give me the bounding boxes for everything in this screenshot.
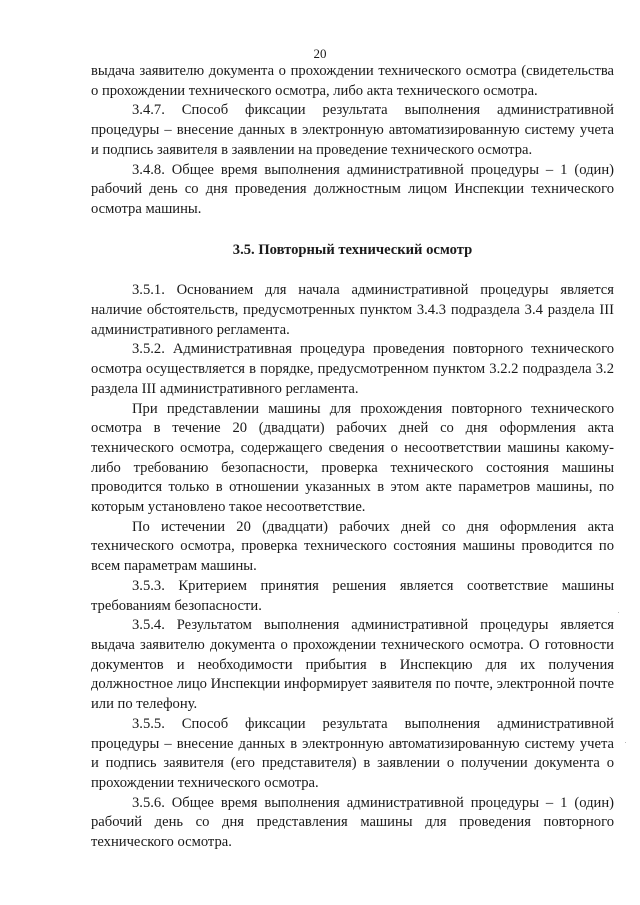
scan-speck xyxy=(625,742,626,743)
paragraph-continuation: выдача заявителю документа о прохождении технического осмотра (свидетельства о прохождении технического осмотра, либо акта технического осмотра. xyxy=(91,63,614,99)
paragraph-after-20-days: По истечении 20 (двадцати) рабочих дней со дня оформления акта технического осмотра, проверка технического состояния машины проводится по всем параметрам машины. xyxy=(91,518,614,575)
paragraph-3-5-4: 3.5.4. Результатом выполнения административной процедуры является выдача заявителю документа о прохождении технического осмотра. О готовности документов и необходимости прибытия в Инспекцию для их получения должностное лицо Инспекции информирует заявителя по почте, электронной почте или по телефону. xyxy=(91,617,614,713)
paragraph-repeat-inspection-20-days: При представлении машины для прохождения повторного технического осмотра в течение 20 (двадцати) рабочих дней со дня оформления акта технического осмотра, содержащего сведения о несоответствии машины какому-либо требованию безопасности, проверка технического состояния машины проводится только в отношении указанных в этом акте параметров машины, по которым установлено такое несоответствие. xyxy=(91,400,614,516)
page-number: 20 xyxy=(313,46,327,61)
section-heading-3-5: 3.5. Повторный технический осмотр xyxy=(232,241,473,258)
paragraph-3-5-1: 3.5.1. Основанием для начала административной процедуры является наличие обстоятельств, предусмотренных пунктом 3.4.3 подраздела 3.4 раздела III административного регламента. xyxy=(91,282,614,338)
paragraph-3-5-3: 3.5.3. Критерием принятия решения является соответствие машины требованиям безопасности. xyxy=(91,577,614,614)
paragraph-3-5-6: 3.5.6. Общее время выполнения административной процедуры – 1 (один) рабочий день со дня представления машины для проведения повторного технического осмотра. xyxy=(91,794,614,851)
scan-speck xyxy=(618,612,619,613)
document-body xyxy=(91,62,614,853)
paragraph-3-5-2: 3.5.2. Административная процедура проведения повторного технического осмотра осуществляется в порядке, предусмотренном пунктом 3.2.2 подраздела 3.2 раздела III административного регламента. xyxy=(91,341,614,397)
paragraph-3-5-5: 3.5.5. Способ фиксации результата выполнения административной процедуры – внесение данных в электронную автоматизированную систему учета и подпись заявителя (его представителя) в заявлении о получении документа о прохождении технического осмотра. xyxy=(91,715,614,791)
paragraph-3-4-7: 3.4.7. Способ фиксации результата выполнения административной процедуры – внесение данных в электронную автоматизированную систему учета и подпись заявителя в заявлении на проведение технического осмотра. xyxy=(91,102,614,158)
paragraph-3-4-8: 3.4.8. Общее время выполнения административной процедуры – 1 (один) рабочий день со дня проведения должностным лицом Инспекции технического осмотра машины. xyxy=(91,161,614,217)
